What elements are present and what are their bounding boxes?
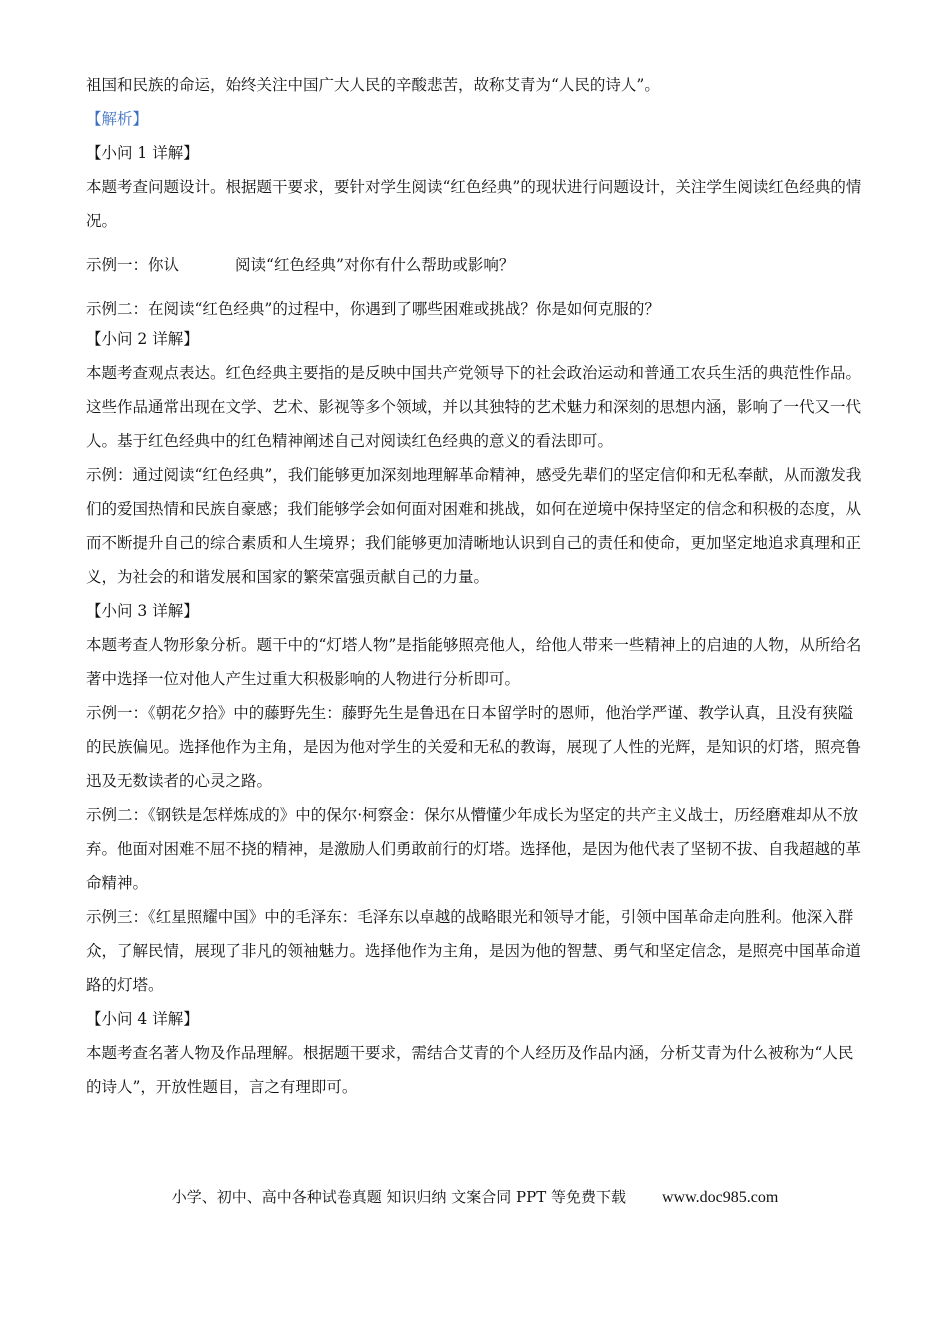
document-body	[86, 68, 866, 1104]
q1-heading: 【小问 1 详解】	[86, 144, 199, 162]
intro-line: 祖国和民族的命运，始终关注中国广大人民的辛酸悲苦，故称艾青为“人民的诗人”。	[86, 76, 660, 94]
page-footer	[0, 1186, 950, 1207]
q3-heading: 【小问 3 详解】	[86, 602, 199, 620]
footer-url[interactable]: www.doc985.com	[661, 1189, 779, 1206]
q1-example1	[86, 248, 866, 282]
q4-heading: 【小问 4 详解】	[86, 1010, 199, 1028]
q3-body: 本题考查人物形象分析。题干中的“灯塔人物”是指能够照亮他人，给他人带来一些精神上的启迪的人物，从所给名著中选择一位对他人产生过重大积极影响的人物进行分析即可。	[86, 636, 862, 688]
q1-example1-part2: 阅读“红色经典”对你有什么帮助或影响？	[235, 256, 515, 274]
q2-example: 示例：通过阅读“红色经典”，我们能够更加深刻地理解革命精神，感受先辈们的坚定信仰和无私奉献，从而激发我们的爱国热情和民族自豪感；我们能够学会如何面对困难和挑战，如何在逆境中保持坚定的信念和积极的态度，从而不断提升自己的综合素质和人生境界；我们能够更加清晰地认识到自己的责任和使命，更加坚定地追求真理和正义，为社会的和谐发展和国家的繁荣富强贡献自己的力量。	[86, 466, 862, 586]
q2-body: 本题考查观点表达。红色经典主要指的是反映中国共产党领导下的社会政治运动和普通工农兵生活的典范性作品。这些作品通常出现在文学、艺术、影视等多个领域，并以其独特的艺术魅力和深刻的思想内涵，影响了一代又一代人。基于红色经典中的红色精神阐述自己对阅读红色经典的意义的看法即可。	[86, 364, 862, 450]
q3-example3: 示例三：《红星照耀中国》中的毛泽东：毛泽东以卓越的战略眼光和领导才能，引领中国革命走向胜利。他深入群众，了解民情，展现了非凡的领袖魅力。选择他作为主角，是因为他的智慧、勇气和坚定信念，是照亮中国革命道路的灯塔。	[86, 908, 862, 994]
q3-example2: 示例二：《钢铁是怎样炼成的》中的保尔·柯察金：保尔从懵懂少年成长为坚定的共产主义战士，历经磨难却从不放弃。他面对困难不屈不挠的精神，是激励人们勇敢前行的灯塔。选择他，是因为他代表了坚韧不拔、自我超越的革命精神。	[86, 806, 862, 892]
q1-example2: 示例二：在阅读“红色经典”的过程中，你遇到了哪些困难或挑战？你是如何克服的？	[86, 300, 660, 318]
q4-body: 本题考查名著人物及作品理解。根据题干要求，需结合艾青的个人经历及作品内涵，分析艾青为什么被称为“人民的诗人”，开放性题目，言之有理即可。	[86, 1044, 854, 1096]
q1-example1-part1: 示例一：你认	[86, 256, 180, 274]
q3-example1: 示例一：《朝花夕拾》中的藤野先生：藤野先生是鲁迅在日本留学时的恩师，他治学严谨、教学认真，且没有狭隘的民族偏见。选择他作为主角，是因为他对学生的关爱和无私的教诲，展现了人性的光辉，是知识的灯塔，照亮鲁迅及无数读者的心灵之路。	[86, 704, 862, 790]
q1-body: 本题考查问题设计。根据题干要求，要针对学生阅读“红色经典”的现状进行问题设计，关注学生阅读红色经典的情况。	[86, 178, 862, 230]
footer-text: 小学、初中、高中各种试卷真题 知识归纳 文案合同 PPT 等免费下载	[171, 1188, 626, 1206]
q2-heading: 【小问 2 详解】	[86, 330, 199, 348]
analysis-label: 【解析】	[86, 110, 149, 128]
